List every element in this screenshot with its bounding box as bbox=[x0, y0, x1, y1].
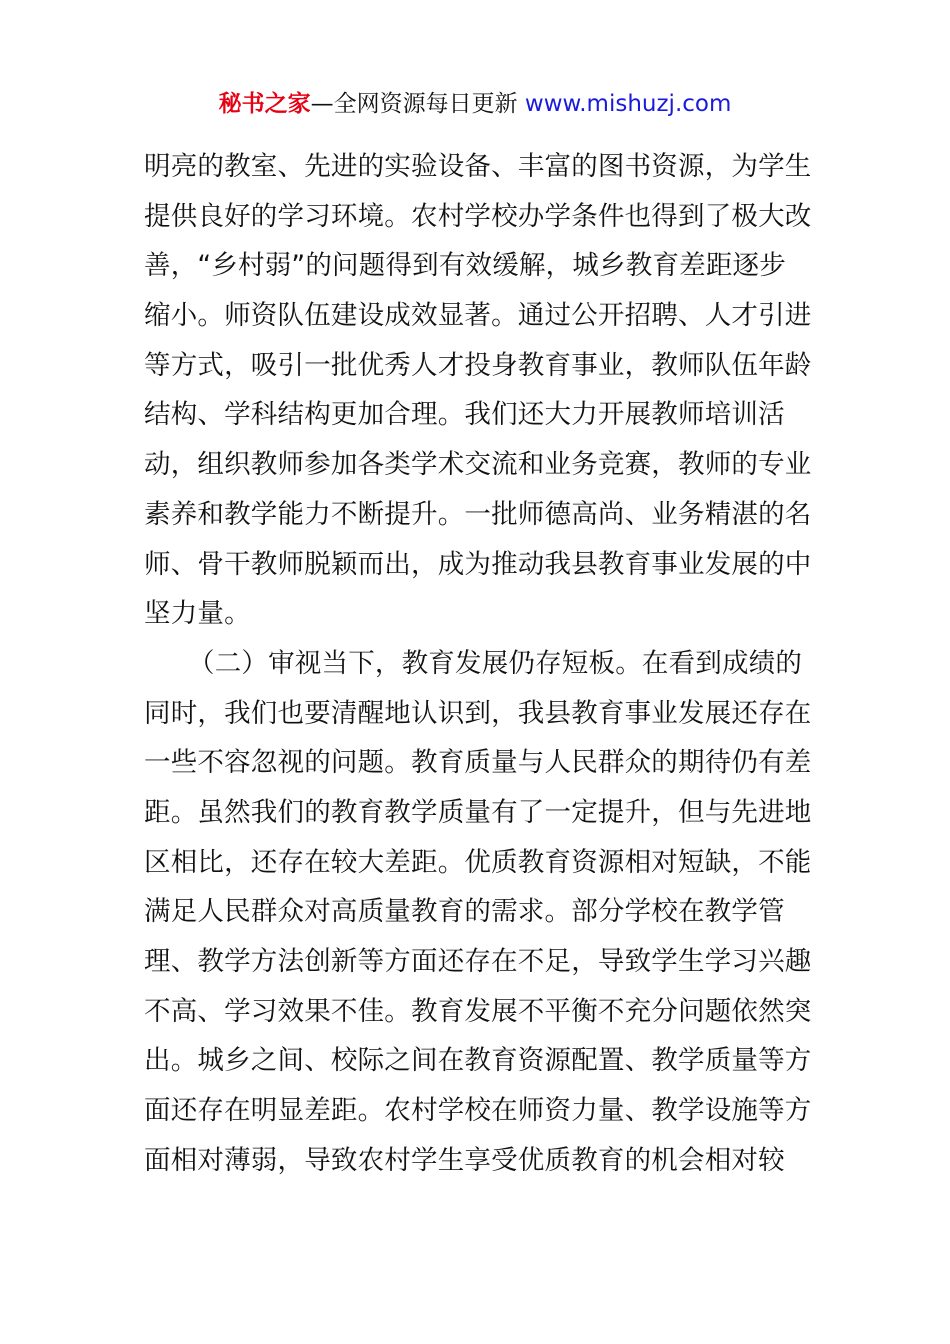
section-heading-line: （二）审视当下，教育发展仍存短板。在看到成绩的 bbox=[188, 647, 803, 679]
text-line: 素养和教学能力不断提升。一批师德高尚、业务精湛的名 bbox=[144, 498, 812, 530]
text-line: 一些不容忽视的问题。教育质量与人民群众的期待仍有差 bbox=[144, 747, 812, 779]
text-line: 坚力量。 bbox=[144, 598, 251, 630]
page-header bbox=[0, 86, 950, 122]
text-line: 善，“乡村弱”的问题得到有效缓解，城乡教育差距逐步 bbox=[144, 250, 786, 282]
text-line: 动，组织教师参加各类学术交流和业务竞赛，教师的专业 bbox=[144, 449, 812, 481]
text-line: 出。城乡之间、校际之间在教育资源配置、教学质量等方 bbox=[144, 1045, 812, 1077]
text-line: 提供良好的学习环境。农村学校办学条件也得到了极大改 bbox=[144, 200, 812, 232]
text-line: 满足人民群众对高质量教育的需求。部分学校在教学管 bbox=[144, 896, 785, 928]
text-line: 理、教学方法创新等方面还存在不足，导致学生学习兴趣 bbox=[144, 946, 812, 977]
text-line: 不高、学习效果不佳。教育发展不平衡不充分问题依然突 bbox=[144, 995, 812, 1027]
text-line: 等方式，吸引一批优秀人才投身教育事业，教师队伍年龄 bbox=[144, 349, 812, 381]
text-line: 同时，我们也要清醒地认识到，我县教育事业发展还存在 bbox=[144, 697, 812, 729]
text-line: 面还存在明显差距。农村学校在师资力量、教学设施等方 bbox=[144, 1095, 812, 1127]
document-body bbox=[144, 142, 814, 1185]
text-line: 师、骨干教师脱颖而出，成为推动我县教育事业发展的中 bbox=[144, 548, 812, 580]
brand-name: 秘书之家 bbox=[218, 91, 311, 117]
text-line: 面相对薄弱，导致农村学生享受优质教育的机会相对较 bbox=[144, 1144, 785, 1176]
text-line: 距。虽然我们的教育教学质量有了一定提升，但与先进地 bbox=[144, 796, 812, 828]
text-line: 缩小。师资队伍建设成效显著。通过公开招聘、人才引进 bbox=[144, 300, 812, 332]
text-line: 结构、学科结构更加合理。我们还大力开展教师培训活 bbox=[144, 399, 785, 431]
text-line: 区相比，还存在较大差距。优质教育资源相对短缺，不能 bbox=[144, 846, 812, 878]
site-url-link[interactable]: www.mishuzj.com bbox=[524, 91, 732, 117]
text-line: 明亮的教室、先进的实验设备、丰富的图书资源，为学生 bbox=[144, 151, 812, 182]
header-tagline: —全网资源每日更新 bbox=[310, 91, 525, 117]
